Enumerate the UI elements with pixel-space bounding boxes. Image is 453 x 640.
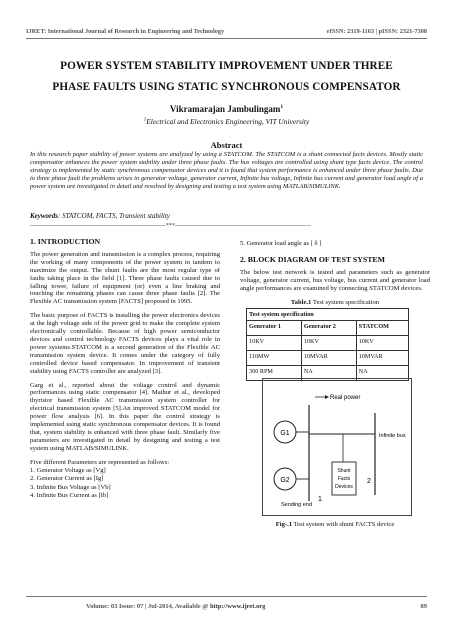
node-2-label: 2: [367, 478, 371, 485]
affiliation-sup: 1: [143, 117, 147, 123]
paper-title: [20, 56, 433, 98]
keywords: [30, 212, 170, 220]
intro-paragraph-2: The basic purpose of FACTS is installing the power electronics devices at the high voltage side of the power grid to make the complete system electronically controllable. Because of high power semiconductor devices and control technology FACTS devices plays a vital role in power systems.STATCOM is a second generation of the Flexible AC transmission system device. It comes under the category of fully controlled device based compensator. In improvement of transient stability using FACTS controller are analyzed [3].: [30, 312, 220, 375]
page-footer: [26, 603, 427, 610]
intro-paragraph-3: Garg et al., reported about the voltage control and dynamic performances using static compensator [4]. Mathur et al., developed thyristor based Flexible AC transmission system controller for electrical transmission system [5].An improved STATCOM model for power flow analysis [6]. In this paper the control strategy is implemented using static synchronous compensator devices. It is found that, system stability is enhanced with three phase fault. Similarly five parameters are investigated in detail by designing and testing a test system using MATLAB/SIMULINK.: [30, 381, 220, 452]
list-item: 4. Infinite Bus Current as [Ib]: [30, 492, 109, 500]
table-caption-label: Table.1: [290, 298, 312, 306]
real-power-arrowhead: [325, 395, 329, 399]
g1-label: G1: [280, 430, 290, 437]
table-caption: [240, 299, 430, 307]
list-item: 5. Generator load angle as [ δ ]: [240, 240, 322, 247]
table-header: Generator 2: [301, 321, 356, 336]
table-row: [247, 321, 409, 336]
figure-test-system: [262, 378, 412, 516]
sending-end-label: Sending end: [281, 502, 312, 508]
test-system-diagram: [263, 379, 413, 517]
figure-caption-label: Fig-.1: [275, 521, 293, 528]
table-cell: 300 RPM: [247, 366, 302, 381]
table-span-header: Test system specification: [247, 309, 409, 321]
left-column: [30, 238, 220, 501]
real-power-label: Real power: [330, 395, 361, 401]
journal-name: IJRET: International Journal of Research in Engineering and Technology: [26, 28, 225, 35]
abstract-heading: Abstract: [210, 140, 243, 150]
spec-table: [246, 308, 409, 381]
author: [0, 104, 453, 114]
title-line-1: POWER SYSTEM STABILITY IMPROVEMENT UNDER THREE: [60, 60, 393, 72]
node-1-label: 1: [318, 496, 322, 503]
affiliation-text: Electrical and Electronics Engineering, VIT University: [146, 117, 310, 126]
list-item: 2. Generator Current as [Ig]: [30, 475, 104, 483]
shunt-label-line1: Shunt: [337, 468, 351, 474]
g2-label: G2: [280, 477, 290, 484]
separator-text: --------------------------------------------------------------------***--------------------------------------------------------------------: [30, 222, 423, 230]
table-row: [247, 351, 409, 366]
table-cell: 10KV: [301, 336, 356, 351]
title-line-2: PHASE FAULTS USING STATIC SYNCHRONOUS COMPENSATOR: [52, 81, 401, 93]
table-cell: 110MW: [247, 351, 302, 366]
right-column: [240, 240, 430, 381]
section-heading-block-diagram: 2. BLOCK DIAGRAM OF TEST SYSTEM: [240, 254, 385, 264]
author-name: Vikramarajan Jambulingam: [169, 104, 281, 114]
table-header: STATCOM: [356, 321, 408, 336]
page-header: [26, 28, 427, 35]
intro-paragraph-1: The power generation and transmission is a complex process, requiring the working of many components of the power system in tandem to maximize the output. The shunt faults are the most regular type of faults taking place in the field [1]. Three phase faults caused due to falling tower, failure of equipment (or) even a line braking and touching the remaining phases can cause three phase faults [2]. The Flexible AC transmission system [FACTS] proposed in 1995.: [30, 250, 220, 306]
shunt-label-line3: Devices: [335, 484, 353, 490]
abstract-text: In this research paper stability of power systems are analyzed by using a STATCOM. The STATCOM is a shunt connected facts devices. Mostly static compensator enhances the power system stability under three phase faults. The bus voltages are controlled using shunt type facts device. The control strategy is implemented by static synchronous compensator devices and it is found that system performance is enhanced under three phase faults. Due to three phase fault the problems arises in generator voltage, generator current, Infinite bus voltage, Infinite bus current and generator load angle of a power system are investigated in detail and resolved by designing and testing a test system using MATLAB/SIMULINK.: [30, 151, 423, 190]
table-cell: NA: [356, 366, 408, 381]
table-row: [247, 309, 409, 321]
footer-volume-text: Volume: 03 Issue: 07 | Jul-2014, Available @: [86, 603, 210, 610]
block-diagram-paragraph: The below test network is tested and parameters such as generator voltage, generator current, bus voltage, bus current and generator load angle performances are examined by connecting STATCOM devices.: [240, 268, 430, 292]
table-cell: 10KV: [356, 336, 408, 351]
footer-volume: [26, 603, 265, 610]
header-rule: [26, 38, 427, 39]
affiliation: [0, 117, 453, 126]
table-caption-text: Test system specification: [311, 298, 380, 306]
footer-rule: [26, 596, 427, 597]
figure-caption: [240, 521, 430, 528]
keywords-label: Keywords: [30, 212, 58, 220]
page-number: 89: [420, 603, 427, 610]
parameter-list-intro: Five different Parameters are represented as follows:: [30, 458, 170, 466]
table-cell: 10MVAR: [301, 351, 356, 366]
figure-caption-text: Test system with shunt FACTS device: [292, 521, 395, 528]
list-item: 3. Infinite Bus Voltage as [Vb]: [30, 483, 111, 491]
shunt-label-line2: Facts: [337, 476, 351, 482]
issn: eISSN: 2319-1163 | pISSN: 2321-7308: [326, 28, 427, 35]
section-heading-introduction: 1. INTRODUCTION: [30, 237, 101, 246]
table-cell: 10MVAR: [356, 351, 408, 366]
author-sup: 1: [280, 104, 284, 110]
list-item: 1. Generator Voltage as [Vg]: [30, 467, 106, 475]
infinite-bus-label: Infinite bus: [379, 433, 406, 439]
table-cell: 10KV: [247, 336, 302, 351]
keywords-text: : STATCOM, FACTS, Transient stability: [58, 212, 170, 220]
table-row: [247, 336, 409, 351]
table-header: Generator 1: [247, 321, 302, 336]
journal-url-link[interactable]: http://www.ijret.org: [209, 603, 266, 610]
table-cell: NA: [301, 366, 356, 381]
